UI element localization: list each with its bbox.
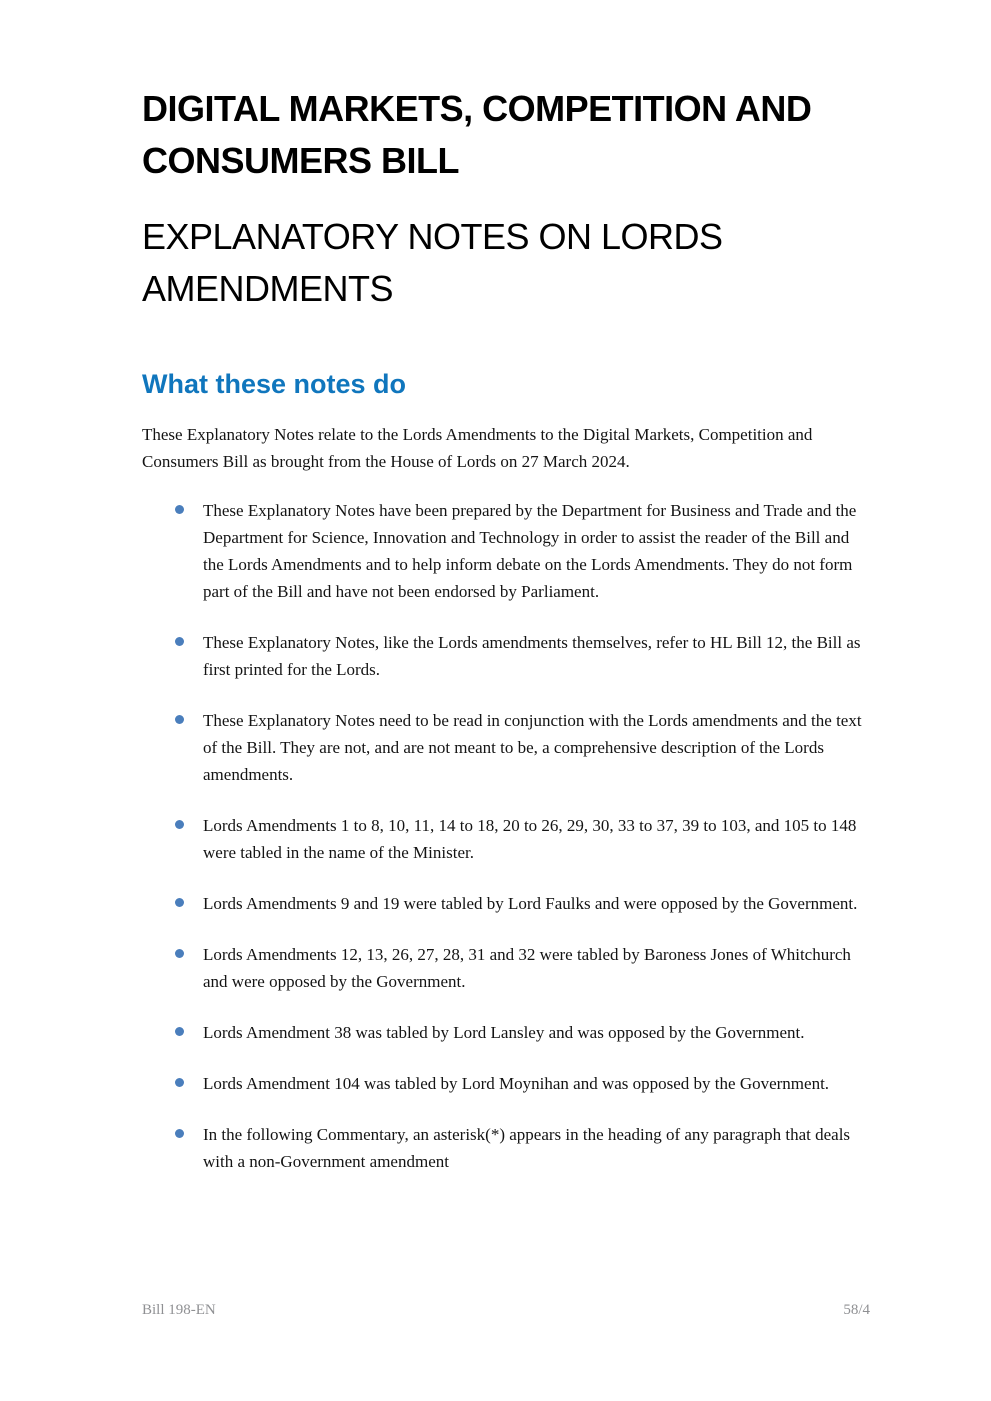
footer-bill-number: Bill 198-EN xyxy=(142,1302,216,1318)
bullet-icon xyxy=(175,505,184,514)
bullet-text: Lords Amendments 1 to 8, 10, 11, 14 to 18, 20 to 26, 29, 30, 33 to 37, 39 to 103, and 105 to 148 were tabled in the name of the Minister. xyxy=(203,816,857,862)
page-footer xyxy=(142,1302,870,1319)
bullet-icon xyxy=(175,820,184,829)
bullet-text: These Explanatory Notes have been prepared by the Department for Business and Trade and the Department for Science, Innovation and Technology in order to assist the reader of the Bill and the Lords Amendments and to help inform debate on the Lords Amendments. They do not form part of the Bill and have not been endorsed by Parliament. xyxy=(203,501,857,601)
document-subtitle: EXPLANATORY NOTES ON LORDS AMENDMENTS xyxy=(142,216,723,309)
section-heading: What these notes do xyxy=(142,369,407,399)
bullet-text: Lords Amendment 38 was tabled by Lord Lansley and was opposed by the Government. xyxy=(203,1023,805,1042)
bullet-text: These Explanatory Notes need to be read in conjunction with the Lords amendments and the text of the Bill. They are not, and are not meant to be, a comprehensive description of the Lords amendments. xyxy=(203,711,862,784)
document-title: DIGITAL MARKETS, COMPETITION AND CONSUMERS BILL xyxy=(142,88,812,181)
bullet-text: Lords Amendments 9 and 19 were tabled by Lord Faulks and were opposed by the Government. xyxy=(203,894,858,913)
bullet-item xyxy=(142,812,871,866)
bullet-item xyxy=(142,707,871,788)
bullet-text: These Explanatory Notes, like the Lords amendments themselves, refer to HL Bill 12, the Bill as first printed for the Lords. xyxy=(203,633,861,679)
bullet-item xyxy=(142,1121,871,1175)
bullet-icon xyxy=(175,637,184,646)
bullet-item xyxy=(142,890,871,917)
bullet-icon xyxy=(175,715,184,724)
bullet-text: Lords Amendments 12, 13, 26, 27, 28, 31 and 32 were tabled by Baroness Jones of Whitchurch and were opposed by the Government. xyxy=(203,945,851,991)
footer-page-number: 58/4 xyxy=(843,1302,870,1318)
bullet-item xyxy=(142,1019,871,1046)
bullet-item xyxy=(142,941,871,995)
bullet-text: In the following Commentary, an asterisk(*) appears in the heading of any paragraph that deals with a non-Government amendment xyxy=(203,1125,851,1171)
bullet-item xyxy=(142,1070,871,1097)
bullet-icon xyxy=(175,1078,184,1087)
bullet-icon xyxy=(175,898,184,907)
bullet-item xyxy=(142,497,871,605)
intro-paragraph: These Explanatory Notes relate to the Lords Amendments to the Digital Markets, Competition and Consumers Bill as brought from the House of Lords on 27 March 2024. xyxy=(142,425,813,471)
bullet-icon xyxy=(175,1027,184,1036)
bullet-item xyxy=(142,629,871,683)
bullet-list xyxy=(142,497,871,1175)
bullet-icon xyxy=(175,1129,184,1138)
bullet-icon xyxy=(175,949,184,958)
bullet-text: Lords Amendment 104 was tabled by Lord Moynihan and was opposed by the Government. xyxy=(203,1074,830,1093)
